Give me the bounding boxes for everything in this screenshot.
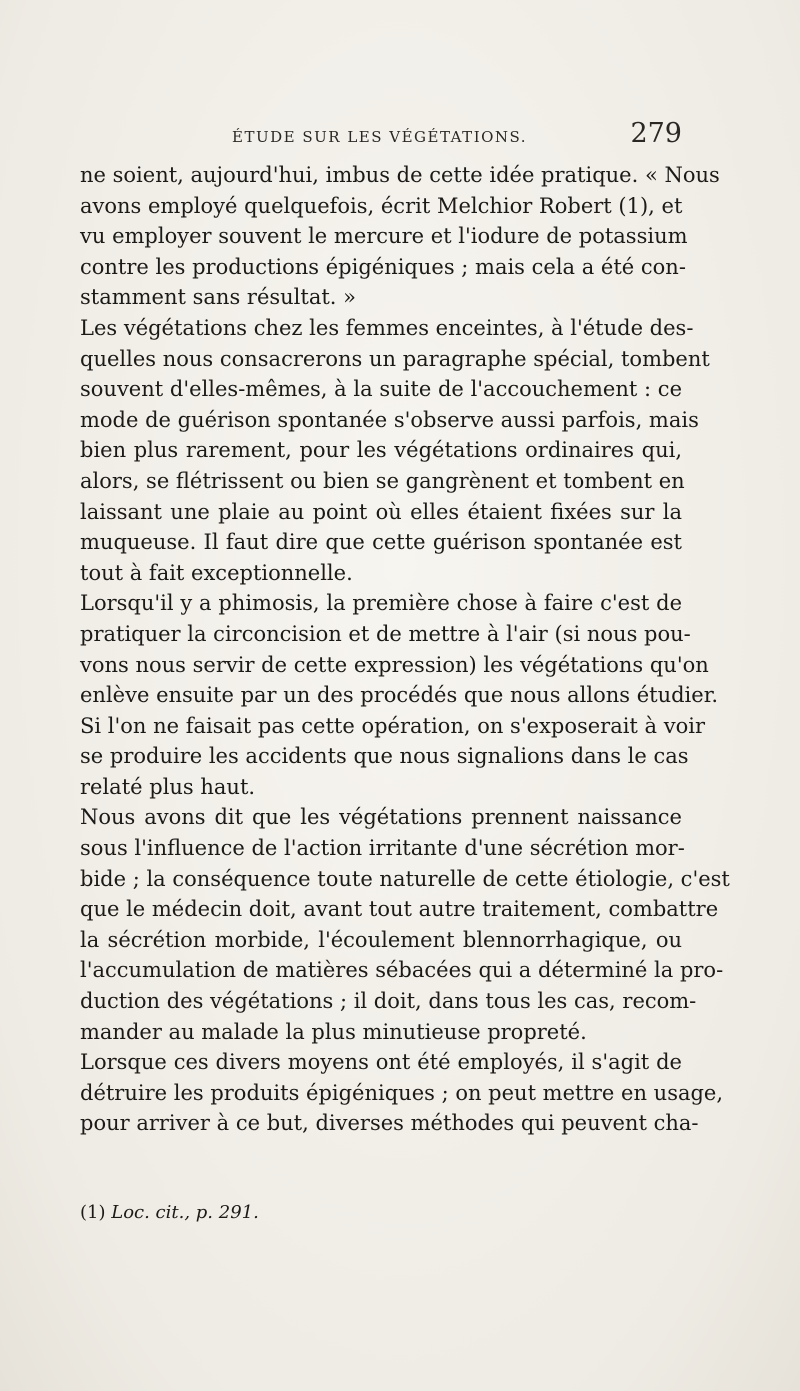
text-line: duction des végétations ; il doit, dans tous les cas, recom- [80,989,697,1014]
text-line: Si l'on ne faisait pas cette opération, on s'exposerait à voir [80,713,706,738]
text-line: mode de guérison spontanée s'observe aussi parfois, mais [80,407,699,432]
running-head: ÉTUDE SUR LES VÉGÉTATIONS. [232,128,528,146]
page-header [80,118,682,154]
text-line: ne soient, aujourd'hui, imbus de cette idée pratique. « Nous [80,163,720,187]
text-line: la sécrétion morbide, l'écoulement blennorrhagique, ou [80,927,682,952]
text-line: se produire les accidents que nous signalions dans le cas [80,744,689,769]
body-text [80,160,730,1139]
text-line: Nous avons dit que les végétations prennent naissance [80,805,682,830]
text-line: muqueuse. Il faut dire que cette guérison spontanée est [80,530,682,555]
text-line: sous l'influence de l'action irritante d'une sécrétion mor- [80,836,685,861]
text-line: l'accumulation de matières sébacées qui a déterminé la pro- [80,958,724,983]
footnote-text: Loc. cit., p. 291. [111,1202,259,1223]
text-line: mander au malade la plus minutieuse propreté. [80,1019,587,1044]
footnote-number: (1) [80,1202,106,1223]
text-line: souvent d'elles-mêmes, à la suite de l'accouchement : ce [80,377,682,402]
text-line: Lorsqu'il y a phimosis, la première chose à faire c'est de [80,591,682,616]
text-line: alors, se flétrissent ou bien se gangrènent et tombent en [80,468,685,493]
text-line: pour arriver à ce but, diverses méthodes qui peuvent cha- [80,1111,699,1136]
text-line: quelles nous consacrerons un paragraphe spécial, tombent [80,346,710,371]
text-line: détruire les produits épigéniques ; on peut mettre en usage, [80,1080,724,1105]
text-line: relaté plus haut. [80,774,256,799]
text-line: stamment sans résultat. » [80,285,356,310]
footnote [80,1202,682,1223]
text-line: avons employé quelquefois, écrit Melchior Robert (1), et [80,193,683,218]
text-line: que le médecin doit, avant tout autre traitement, combattre [80,897,719,922]
text-line: Lorsque ces divers moyens ont été employés, il s'agit de [80,1050,682,1075]
text-line: vons nous servir de cette expression) les végétations qu'on [80,652,709,677]
text-line: pratiquer la circoncision et de mettre à l'air (si nous pou- [80,621,691,646]
text-line: Les végétations chez les femmes enceintes, à l'étude des- [80,315,694,340]
text-line: vu employer souvent le mercure et l'iodure de potassium [80,224,688,249]
text-line: bien plus rarement, pour les végétations ordinaires qui, [80,438,682,463]
page-number: 279 [630,118,682,149]
text-line: laissant une plaie au point où elles étaient fixées sur la [80,499,682,524]
text-line: tout à fait exceptionnelle. [80,560,353,585]
text-line: enlève ensuite par un des procédés que nous allons étudier. [80,683,719,708]
text-line: contre les productions épigéniques ; mais cela a été con- [80,254,686,279]
text-line: bide ; la conséquence toute naturelle de cette étiologie, c'est [80,866,730,891]
